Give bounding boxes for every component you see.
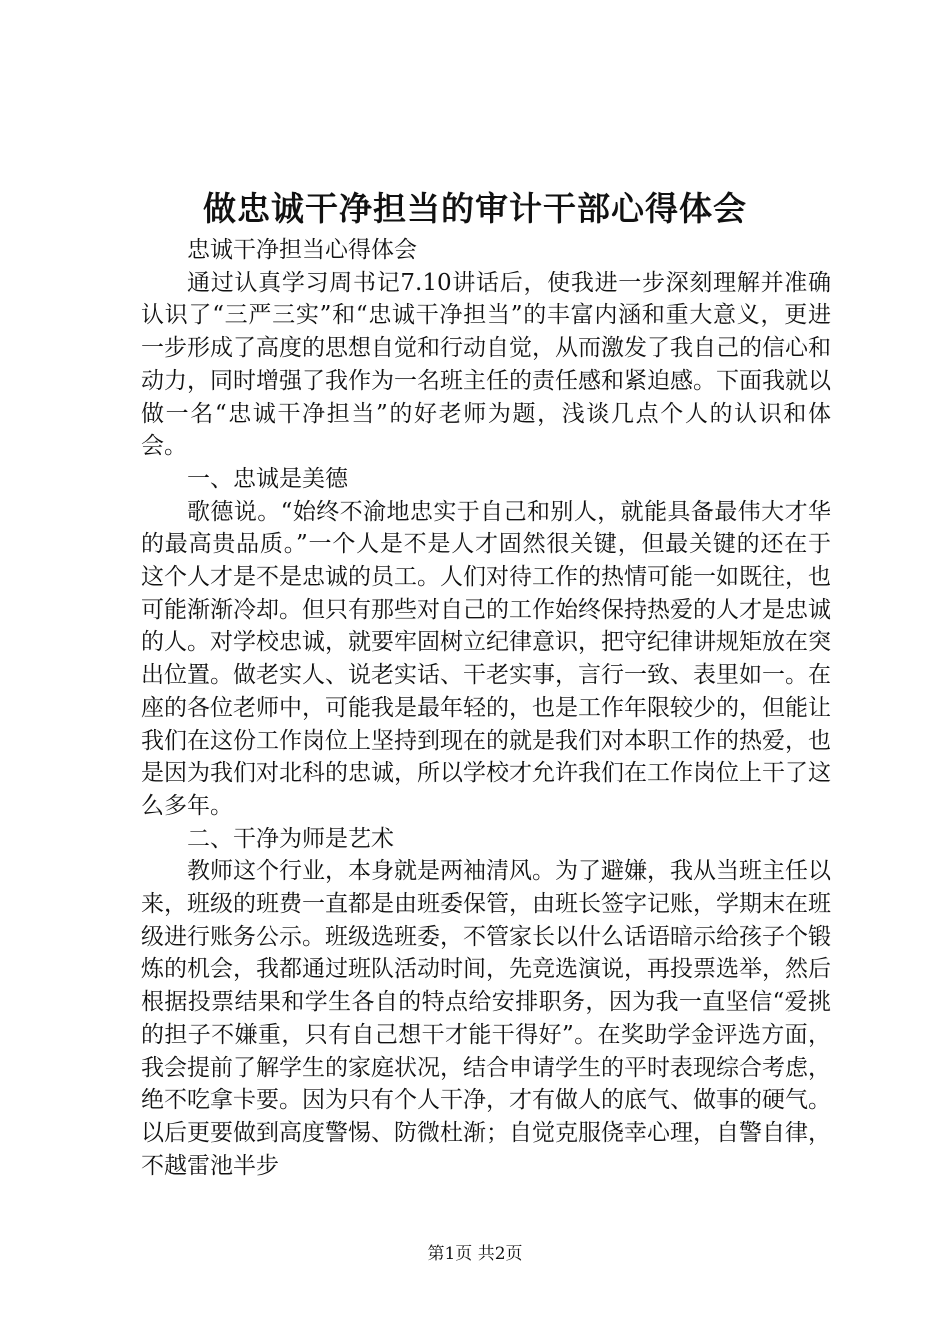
page-footer: 第1页 共2页 (427, 1244, 523, 1264)
document-title: 做忠诚干净担当的审计干部心得体会 (203, 189, 747, 228)
loyalty-paragraph: 歌德说。“始终不渝地忠实于自己和别人，就能具备最伟大才华的最高贵品质。”一个人是不是人才固然很关键，但最关键的还在于这个人才是不是忠诚的员工。人们对待工作的热情可能一如既往，也可能渐渐冷却。但只有那些对自己的工作始终保持热爱的人才是忠诚的人。对学校忠诚，就要牢固树立纪律意识，把守纪律讲规矩放在突出位置。做老实人、说老实话、干老实事，言行一致、表里如一。在座的各位老师中，可能我是最年轻的，也是工作年限较少的，但能让我们在这份工作岗位上坚持到现在的就是我们对本职工作的热爱，也是因为我们对北科的忠诚，所以学校才允许我们在工作岗位上干了这么多年。 (141, 498, 831, 819)
subtitle-paragraph: 忠诚干净担当心得体会 (187, 237, 417, 263)
section-heading-loyalty: 一、忠诚是美德 (187, 465, 348, 492)
intro-paragraph: 通过认真学习周书记7.10讲话后，使我进一步深刻理解并准确认识了“三严三实”和“忠诚干净担当”的丰富内涵和重大意义，更进一步形成了高度的思想自觉和行动自觉，从而激发了我自己的信心和动力，同时增强了我作为一名班主任的责任感和紧迫感。下面我就以做一名“忠诚干净担当”的好老师为题，浅谈几点个人的认识和体会。 (141, 269, 831, 460)
document-body (141, 234, 831, 1182)
integrity-paragraph: 教师这个行业，本身就是两袖清风。为了避嫌，我从当班主任以来，班级的班费一直都是由班委保管，由班长签字记账，学期末在班级进行账务公示。班级选班委，不管家长以什么话语暗示给孩子个锻炼的机会，我都通过班队活动时间，先竞选演说，再投票选举，然后根据投票结果和学生各自的特点给安排职务，因为我一直坚信“爱挑的担子不嫌重，只有自己想干才能干得好”。在奖助学金评选方面，我会提前了解学生的家庭状况，结合申请学生的平时表现综合考虑，绝不吃拿卡要。因为只有个人干净，才有做人的底气、做事的硬气。以后更要做到高度警惕、防微杜渐；自觉克服侥幸心理，自警自律，不越雷池半步 (141, 858, 831, 1179)
section-heading-integrity: 二、干净为师是艺术 (187, 825, 394, 852)
